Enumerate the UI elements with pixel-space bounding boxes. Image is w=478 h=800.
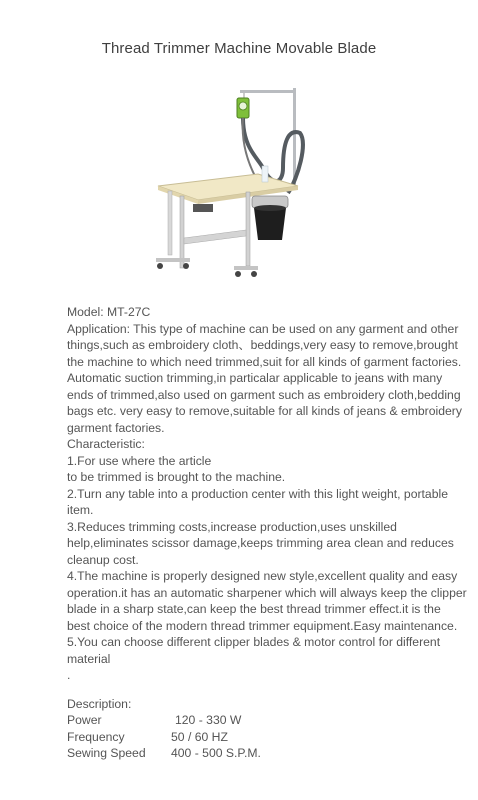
characteristic-item-2: 2.Turn any table into a production center with this light weight, portable item. [67, 486, 448, 517]
description-heading: Description: [67, 696, 132, 711]
spec-value: 120 - 330 W [175, 713, 242, 727]
spec-row-sewing-speed [67, 745, 467, 762]
spec-label: Frequency [67, 729, 125, 744]
spec-row-power [67, 712, 467, 729]
spec-value: 50 / 60 HZ [171, 729, 228, 744]
spec-row-frequency [67, 729, 467, 746]
characteristic-item-1a: 1.For use where the article [67, 453, 212, 468]
product-image [148, 88, 308, 278]
model-line: Model: MT-27C [67, 305, 151, 319]
characteristic-item-1b: to be trimmed is brought to the machine. [67, 470, 286, 484]
application-text: Application: This type of machine can be used on any garment and other things,such as embroidery cloth、beddings,very easy to remove,brought the machine to which need trimmed,suit for all kinds of garment factories. Automatic suction trimming,in particalar applicable to jeans with many ends of trimmed,also used on garment such as embroidery cloth,bedding bags etc. very easy to remove,suitable for all kinds of jeans & embroidery garment factories. [67, 321, 462, 435]
characteristic-item-4: 4.The machine is properly designed new style,excellent quality and easy operation.it has an automatic sharpener which will always keep the clipper blade in a sharp state,can keep the best thread trimmer effect.it is the best choice of the modern thread trimmer equipment.Easy maintenance. [67, 569, 467, 633]
spec-label: Power [67, 713, 102, 727]
product-description [67, 304, 467, 762]
page-title: Thread Trimmer Machine Movable Blade [101, 40, 377, 57]
spec-value: 400 - 500 S.P.M. [171, 746, 261, 760]
characteristic-heading: Characteristic: [67, 437, 145, 451]
separator-dot: . [67, 668, 71, 682]
characteristic-item-3: 3.Reduces trimming costs,increase production,uses unskilled help,eliminates scissor damage,keeps trimming area clean and reduces cleanup cost. [67, 519, 454, 567]
spec-label: Sewing Speed [67, 746, 146, 760]
characteristic-item-5: 5.You can choose different clipper blades & motor control for different material [67, 635, 441, 666]
